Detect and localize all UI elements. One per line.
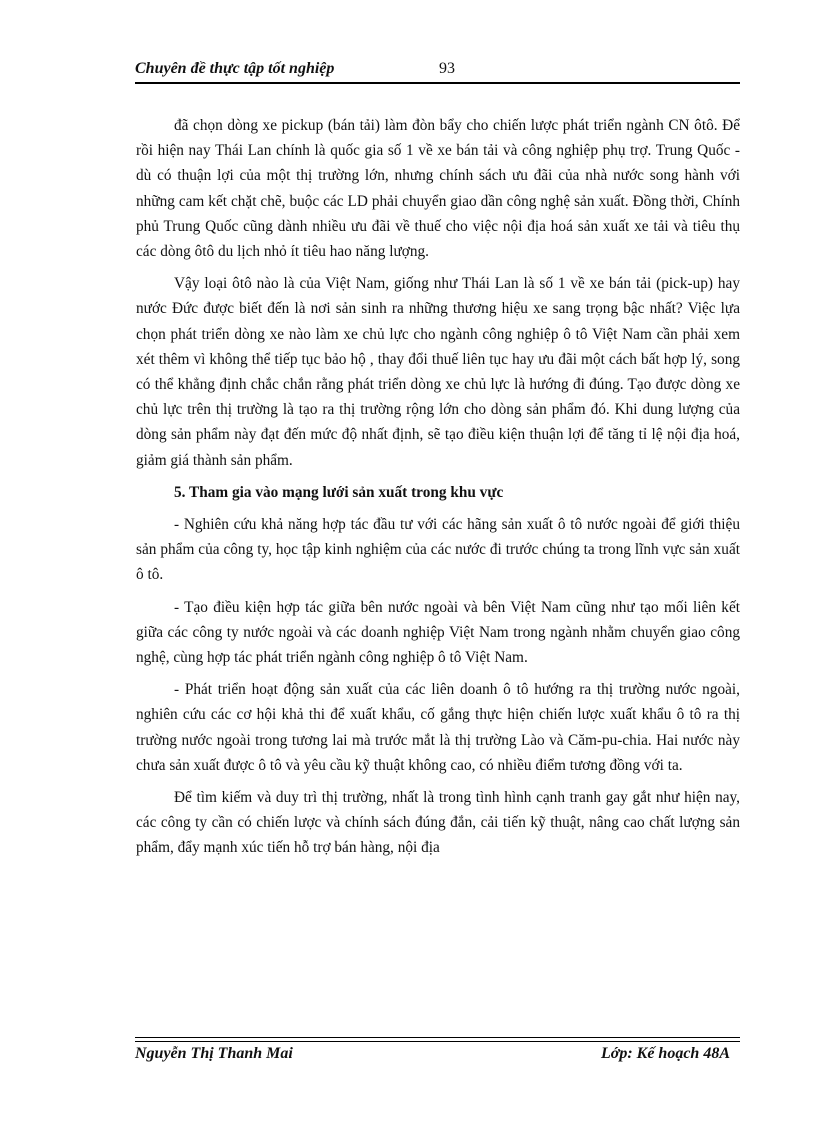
document-title: Chuyên đề thực tập tốt nghiệp xyxy=(135,60,335,77)
paragraph-2: Vậy loại ôtô nào là của Việt Nam, giống như Thái Lan là số 1 về xe bán tải (pick-up) hay nước Đức được biết đến là nơi sản sinh ra những thương hiệu xe sang trọng bậc nhất? Việc lựa chọn phát triển dòng xe nào làm xe chủ lực cho ngành công nghiệp ô tô Việt Nam cần phải xem xét thêm vì không thể tiếp tục bảo hộ , thay đổi thuế liên tục hay ưu đãi một cách bất hợp lý, song có thể khẳng định chắc chắn rằng phát triển dòng xe chủ lực là hướng đi đúng. Tạo được dòng xe chủ lực trên thị trường là tạo ra thị trường rộng lớn cho dòng sản phẩm đó. Khi dung lượng của dòng sản phẩm này đạt đến mức độ nhất định, sẽ tạo điều kiện thuận lợi để tăng tỉ lệ nội địa hoá, giảm giá thành sản phẩm. xyxy=(136,275,740,469)
page-footer xyxy=(135,1045,740,1067)
page-number: 93 xyxy=(439,60,455,77)
class-name: Lớp: Kế hoạch 48A xyxy=(600,1045,730,1062)
paragraph-1: đã chọn dòng xe pickup (bán tải) làm đòn bẩy cho chiến lược phát triển ngành CN ôtô. Để rồi hiện nay Thái Lan chính là quốc gia số 1 về xe bán tải và công nghiệp phụ trợ. Trung Quốc - dù có thuận lợi của một thị trường lớn, nhưng chính sách ưu đãi của nhà nước song hành với những cam kết chặt chẽ, buộc các LD phải chuyển giao dần công nghệ sản xuất. Đồng thời, Chính phủ Trung Quốc cũng dành nhiều ưu đãi về thuế cho việc nội địa hoá sản xuất xe tải và tiêu thụ các dòng ôtô du lịch nhỏ ít tiêu hao năng lượng. xyxy=(136,117,740,261)
section-heading: 5. Tham gia vào mạng lưới sản xuất trong khu vực xyxy=(174,483,504,501)
page-body xyxy=(136,113,740,868)
section-paragraph-1: - Nghiên cứu khả năng hợp tác đầu tư với các hãng sản xuất ô tô nước ngoài để giới thiệu sản phẩm của công ty, học tập kinh nghiệm của các nước đi trước chúng ta trong lĩnh vực sản xuất ô tô. xyxy=(136,516,740,584)
footer-rule xyxy=(135,1037,740,1042)
section-paragraph-3: - Phát triển hoạt động sản xuất của các liên doanh ô tô hướng ra thị trường nước ngoài, nghiên cứu các cơ hội khả thi để xuất khẩu, cố gắng thực hiện chiến lược xuất khẩu ô tô ra thị trường nước ngoài trong tương lai mà trước mắt là thị trường Lào và Căm-pu-chia. Hai nước này chưa sản xuất được ô tô và yêu cầu kỹ thuật không cao, có nhiều điểm tương đồng với ta. xyxy=(136,681,740,774)
section-paragraph-2: - Tạo điều kiện hợp tác giữa bên nước ngoài và bên Việt Nam cũng như tạo mối liên kết giữa các công ty nước ngoài và các doanh nghiệp Việt Nam trong ngành nhằm chuyển giao công nghệ, cùng hợp tác phát triển ngành công nghiệp ô tô Việt Nam. xyxy=(136,598,740,667)
section-paragraph-4: Để tìm kiếm và duy trì thị trường, nhất là trong tình hình cạnh tranh gay gắt như hiện nay, các công ty cần có chiến lược và chính sách đúng đắn, cải tiến kỹ thuật, nâng cao chất lượng sản phẩm, đẩy mạnh xúc tiến hỗ trợ bán hàng, nội địa xyxy=(136,789,740,857)
header-rule xyxy=(135,82,740,84)
page-header xyxy=(135,60,740,82)
author-name: Nguyễn Thị Thanh Mai xyxy=(135,1045,293,1062)
